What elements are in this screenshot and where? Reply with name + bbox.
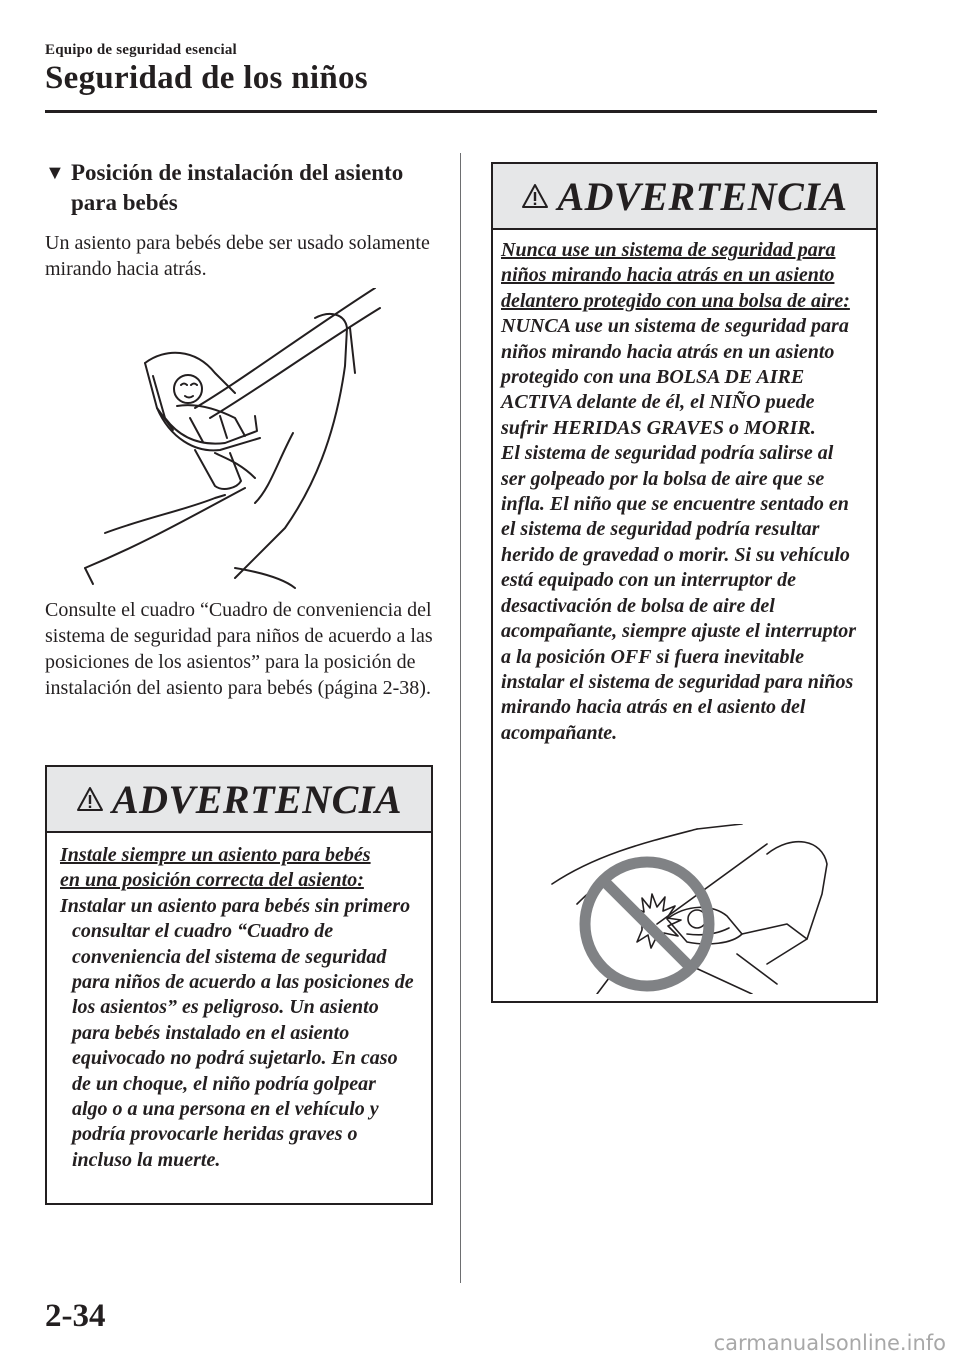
warning-label: ADVERTENCIA	[111, 776, 403, 822]
warning-body	[493, 230, 876, 746]
warning-label: ADVERTENCIA	[557, 173, 848, 219]
airbag-prohibited-illustration	[537, 824, 837, 994]
warning-triangle-icon	[521, 183, 549, 209]
intro-paragraph: Un asiento para bebés debe ser usado solamente mirando hacia atrás.	[45, 232, 430, 280]
triangle-marker-icon: ▼	[45, 162, 65, 184]
page-title: Seguridad de los niños	[45, 60, 368, 96]
watermark: carmanualsonline.info	[713, 1331, 946, 1355]
warning-lead-line1: Instale siempre un asiento para bebés	[60, 844, 371, 866]
warning-body	[47, 833, 431, 1173]
header-rule	[45, 110, 877, 113]
header-kicker: Equipo de seguridad esencial	[45, 42, 237, 58]
warning-box-right	[491, 162, 878, 1003]
section-heading-line1: Posición de instalación del asiento	[71, 160, 404, 185]
warning-header	[493, 164, 876, 230]
warning-text: Instalar un asiento para bebés sin primero consultar el cuadro “Cuadro de conveniencia del sistema de seguridad para niños de acuerdo a las posiciones de los asientos” es peligroso. Un asiento para bebés instalado en el asiento equivocado no podrá sujetarlo. En caso de un choque, el niño podría golpear algo o a una persona en el vehículo y podría provocarle heridas graves o incluso la muerte.	[60, 894, 414, 1171]
warning-header	[47, 767, 431, 833]
warning-box-left	[45, 765, 433, 1205]
reference-paragraph: Consulte el cuadro “Cuadro de conveniencia del sistema de seguridad para niños de acuerdo a las posiciones de los asientos” para la posición de instalación del asiento para bebés (página 2-38).	[45, 599, 433, 699]
warning-paragraph-1: NUNCA use un sistema de seguridad para niños mirando hacia atrás en un asiento protegido con una BOLSA DE AIRE ACTIVA delante de él, el NIÑO puede sufrir HERIDAS GRAVES o MORIR.	[501, 315, 849, 439]
section-heading	[45, 158, 435, 218]
warning-triangle-icon	[76, 786, 104, 812]
page-number: 2-34	[45, 1298, 106, 1334]
warning-lead-line2: en una posición correcta del asiento:	[60, 869, 364, 892]
warning-lead: Nunca use un sistema de seguridad para niños mirando hacia atrás en un asiento delantero protegido con una bolsa de aire:	[501, 239, 850, 312]
section-heading-line2: para bebés	[71, 190, 178, 215]
warning-paragraph-2: El sistema de seguridad podría salirse al ser golpeado por la bolsa de aire que se infla. El niño que se encuentre sentado en el sistema de seguridad podría resultar herido de gravedad o morir. Si su vehículo está equipado con un interruptor de desactivación de bolsa de aire del acompañante, siempre ajuste el interruptor a la posición OFF si fuera inevitable instalar el sistema de seguridad para niños mirando hacia atrás en el asiento del acompañante.	[501, 442, 857, 744]
column-divider	[460, 153, 461, 1283]
infant-seat-illustration	[45, 288, 435, 593]
left-column	[45, 158, 435, 701]
